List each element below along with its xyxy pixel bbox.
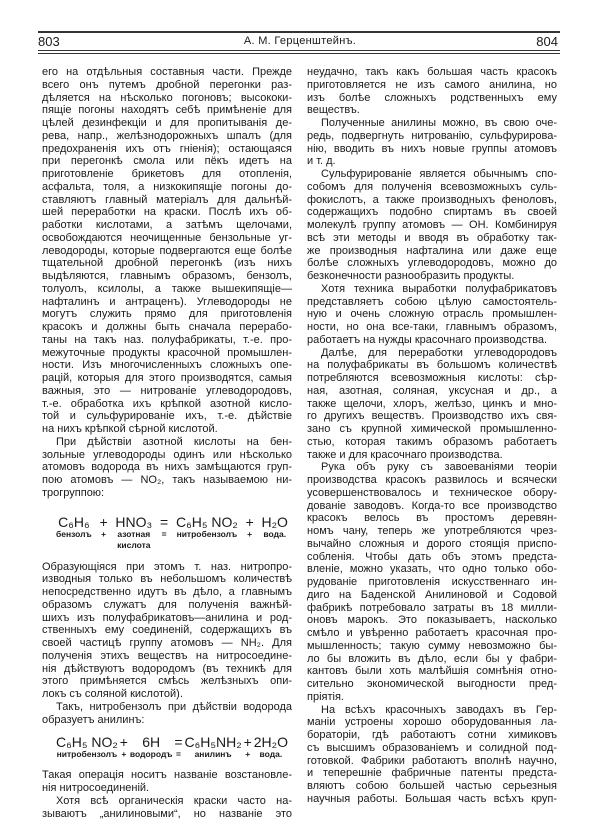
equation-label: + [101,528,107,539]
text-line: научныя работы. Большая часть всѣхъ круп- [307,792,557,805]
text-line: Рука объ руку съ завоеваніями теоріи [321,461,557,474]
equation-formula: + [99,513,108,530]
paragraph [42,795,292,821]
equation-label: + [121,749,127,760]
text-line: цѣлей дезинфекціи и для пропитыванія де- [42,117,292,129]
text-line: образомъ служатъ для полученія важнѣй- [42,598,292,611]
text-line: сительно экономической выгодности пред- [307,678,557,690]
text-line: красокъ и должны быть сначала перерабо- [42,321,292,333]
equation-label [56,540,92,551]
text-line: смѣло и увѣренно работаетъ красочная про- [307,627,557,639]
text-line: атомовъ водорода въ нихъ замѣщаются груп- [42,461,292,474]
text-line: нія нитросоединеній. [42,782,150,794]
text-line: могутъ служить прямо для приготовленія [42,308,292,321]
text-line: полученія этихъ веществъ на нитросоедине- [42,649,292,662]
text-line: Полученные анилины можно, въ свою оче- [321,117,557,129]
page-number-left: 803 [38,34,60,49]
text-line: работаетъ на нужды красочнаго производства. [307,333,548,346]
text-line: на нихъ крѣпкой сѣрной кислотой. [42,423,218,435]
equation-formula: C₆H₅NH₂ [184,734,242,751]
text-line: потребляются всевозможныя кислоты: сѣр- [307,372,557,384]
text-line: всего онъ путемъ дробной перегонки раз- [42,78,292,91]
text-line: ности, но она все-таки, главнымъ образомъ, [307,321,557,333]
text-line: таны на такъ наз. полуфабрикаты, т.-е. про- [42,333,292,346]
text-line: нію, вводить въ нихъ новые группы атомовъ [307,142,557,155]
text-line: мышленность; такую сумму невозможно бы- [307,639,557,652]
equation-formula: + [119,734,128,751]
text-line: предохраненія ихъ отъ гніенія); остающаяся [42,142,292,155]
text-line: кантовъ были хоть малѣйшія сомнѣнія отно- [307,665,557,678]
text-line: безконечности разнообразить продукты. [307,270,515,282]
text-line: При дѣйствіи азотной кислоты на бен- [56,435,292,448]
text-line: собленія. Чтобы дать объ этомъ предста- [307,550,557,563]
text-line: изъ болѣе сложныхъ родственныхъ ему [307,91,557,104]
paragraph [307,461,557,703]
header-rule-bottom [38,50,560,51]
text-line: готовкой. Фабрики работаютъ вполнѣ научно, [307,754,557,767]
text-line: го другихъ веществъ. Производство ихъ свя- [307,410,557,423]
text-line: рацій, которыя для этого производятся, самыя [42,372,292,384]
equation-label: бензолъ [56,528,92,539]
text-line: тщательной дробной перегонкѣ (изъ нихъ [42,257,292,270]
right-column [307,66,557,806]
text-line: леводороды, которые подвергаются еще болѣе [42,244,292,257]
text-line: Хотя всѣ органическія краски часто на- [56,794,292,807]
text-line: ности. Изъ многочисленныхъ сложныхъ опе- [42,359,292,372]
equation-label [246,540,254,551]
text-line: дованіе заводовъ. Когда-то все производство [307,499,557,512]
text-line: вляютъ собою большей частью серьезныя [307,780,557,792]
text-line: ная, азотная, соляная, уксусная и др., а [307,384,557,397]
text-line: ло бы вложить въ дѣло, если бы у фабри- [307,652,557,665]
text-line: оновъ марокъ. Это показываетъ, насколько [307,614,557,627]
text-line: приготовляется не изъ самого анилина, но [307,78,557,91]
text-line: ную и очень сложную отрасль промышлен- [307,308,557,321]
text-line: На всѣхъ красочныхъ заводахъ въ Гер- [321,703,557,716]
text-line: дѣляется на нѣсколько погоновъ; высококи- [42,91,292,104]
text-line: зываютъ „анилиновыми“, но названіе это [42,807,292,820]
text-line: веществъ. [307,104,360,117]
text-line: бораторіи, гдѣ работаютъ сотни химиковъ [307,729,557,741]
text-line: той и сульфурированіе ихъ, т.-е. дѣйствіе [42,410,292,423]
equation-formula: = [160,513,169,530]
text-line: изводныя только въ небольшомъ количествѣ [42,573,292,586]
equation-label: + [247,528,253,539]
header-rule-bottom-2 [38,53,560,54]
text-line: своей частицѣ группу атомовъ — NH₂. Для [42,637,292,649]
text-line: работки кислотами, а затѣмъ щелочами, [42,219,292,231]
text-line: содержащихъ подобно спиртамъ въ своей [307,206,557,219]
text-line: болѣе сложныхъ углеводородовъ, можно до [307,257,557,270]
text-line: образуетъ анилинъ: [42,713,145,726]
chemical-equation [42,735,292,760]
equation-formula: 6H [142,734,161,751]
text-line: асфальта, толя, а низкокипящіе погоны до- [42,180,292,193]
text-line: Такая операція носитъ названіе возстановле- [42,769,292,782]
equation-label: азотная [117,528,151,539]
paragraph [307,347,557,462]
text-line: рудованіе приготовленія искусственнаго ин- [307,576,557,588]
text-line: зано съ крупной химической промышленно- [307,423,557,435]
text-line: Такъ, нитробензолъ при дѣйствіи водорода [56,700,292,713]
text-line: важныя, это — нитрованіе углеводородовъ, [42,384,292,397]
text-line: пріятія. [307,690,344,703]
equation-label [99,540,107,551]
equation-formula: C₆H₅ NO₂ [175,513,238,530]
equation-label: = [161,528,167,539]
text-line: ставляютъ главный матеріалъ для дальнѣй- [42,193,292,206]
text-line: локъ съ соляной кислотой). [42,688,183,700]
equation-formula: + [245,513,254,530]
text-line: трогруппою: [42,486,105,499]
paragraph [307,66,557,117]
paragraph [42,701,292,727]
text-line: Сульфурированіе является обычнымъ спо- [321,168,557,180]
text-line: вленіе, можно указать, что одно только обо- [307,563,557,576]
equation-label: кислота [117,539,151,550]
equation-formula: + [243,734,252,751]
text-line: межуточные продукты красочной промышлен- [42,346,292,359]
text-line: стью, которая такимъ образомъ работаетъ [307,435,557,448]
text-line: нія дѣйствуютъ водородомъ (въ техникѣ для [42,662,292,675]
equation-label: + [245,749,251,760]
text-line: т.-е. обработка ихъ крѣпкой азотной кисло- [42,397,292,410]
text-line: молекулѣ группу атомовъ — OH. Комбинируя [307,219,557,231]
equation-label: = [176,749,181,760]
text-line: пою атомовъ — NO₂, такъ называемою ни- [42,474,292,486]
equation-formula: C₆H₅ NO₂ [56,734,118,751]
text-line: номъ чану, теперь же употребляются чрез- [307,525,557,537]
header-rule-top [38,31,560,33]
equation-formula: 2H₂O [253,734,288,751]
text-line: его на отдѣльныя составныя части. Прежде [42,66,292,78]
running-title: А. М. Герценштейнъ. [243,35,357,47]
paragraph [42,66,292,436]
equation-label [160,540,168,551]
text-line: при перегонкѣ смола или пёкъ идетъ на [42,155,292,168]
text-line: пящіе погоны находятъ себѣ примѣненіе для [42,104,292,117]
text-line: Образующіяся при этомъ т. наз. нитропро- [42,560,292,573]
text-line: нафталинъ и антраценъ). Углеводороды не [42,295,292,308]
text-line: Хотя техника выработки полуфабрикатовъ [321,282,557,295]
paragraph [42,561,292,701]
text-line: приготовленіе брикетовъ для отопленія, [42,168,292,180]
equation-label [176,540,238,551]
text-line: производства красокъ развилось и всячески [307,474,557,486]
paragraph [307,168,557,283]
text-line: также щелочи, хлоръ, желѣзо, цинкъ и мно- [307,397,557,410]
text-line: и т. д. [307,155,336,168]
text-line: также и для красочнаго производства. [307,448,503,461]
text-line: шихъ изъ полуфабрикатовъ—анилина и род- [42,611,292,624]
text-line: красокъ велось въ простомъ деревян- [307,512,557,525]
paragraph [42,769,292,795]
text-line: непосредственно идутъ въ дѣло, а главнымъ [42,586,292,598]
text-line: собомъ для полученія всевозможныхъ суль- [307,180,557,193]
text-line: вычайно сложныя и дорого стоящія приспо- [307,537,557,550]
text-line: освобождаются неочищенные бензольные уг- [42,231,292,244]
text-line: рева, напр., желѣзнодорожныхъ шпалъ (для [42,129,292,142]
text-line: съ высшимъ образованіемъ и солидной под- [307,741,557,754]
equation-label: вода. [263,528,287,539]
equation-formula: H₂O [261,513,288,530]
page-number-right: 804 [536,34,558,49]
text-line: же производныя нафталина или даже еще [307,244,557,257]
equation-label: нитробензолъ [176,528,238,539]
text-line: ственныхъ ему соединеній, содержащихъ въ [42,624,292,637]
paragraph [307,283,557,347]
text-line: редь, подвергнуть нитрованію, сульфурирова- [307,129,557,142]
equation-label: нитробензолъ [56,749,118,760]
text-line: этого примѣняется смѣсь желѣзныхъ опи- [42,675,292,688]
paragraph [307,117,557,168]
text-line: представляетъ собою цѣлую самостоятель- [307,295,557,308]
paragraph [42,436,292,500]
equation-formula: = [174,734,183,751]
text-line: фабрикѣ потребовало затраты въ 18 милли- [307,601,557,614]
text-line: зольные углеводороды одинъ или нѣсколько [42,448,292,461]
chemical-equation [42,515,292,551]
text-line: неудачно, такъ какъ большая часть красокъ [307,66,557,78]
equation-formula: C₆H₆ [58,513,90,530]
text-line: на полуфабрикаты въ большомъ количествѣ [307,359,557,372]
text-line: Далѣе, для переработки углеводородовъ [321,346,557,359]
left-column [42,66,292,820]
text-line: и теперешніе фабричные патенты предста- [307,767,557,780]
text-line: выдѣляются, главнымъ образомъ, бензолъ, [42,270,292,282]
text-line: усовершенствовалось и техническое обору- [307,486,557,499]
text-line: толуолъ, ксилолы, а также вышекипящіе— [42,282,292,295]
text-line: шей переработки на краски. Послѣ ихъ об- [42,206,292,219]
equation-label: водородъ [129,749,173,760]
equation-label [262,540,288,551]
text-line: маніи устроены хорошо оборудованныя ла- [307,716,557,729]
equation-label: вода. [259,749,283,760]
paragraph [307,704,557,806]
equation-formula: HNO₃ [115,513,153,530]
text-line: фокислотъ, а также производныхъ феноловъ, [307,193,557,206]
text-line: диго на Баденской Анилиновой и Содовой [307,588,557,601]
equation-label: анилинъ [194,749,232,760]
text-line: всѣ эти методы и вводя въ обработку так- [307,231,557,244]
